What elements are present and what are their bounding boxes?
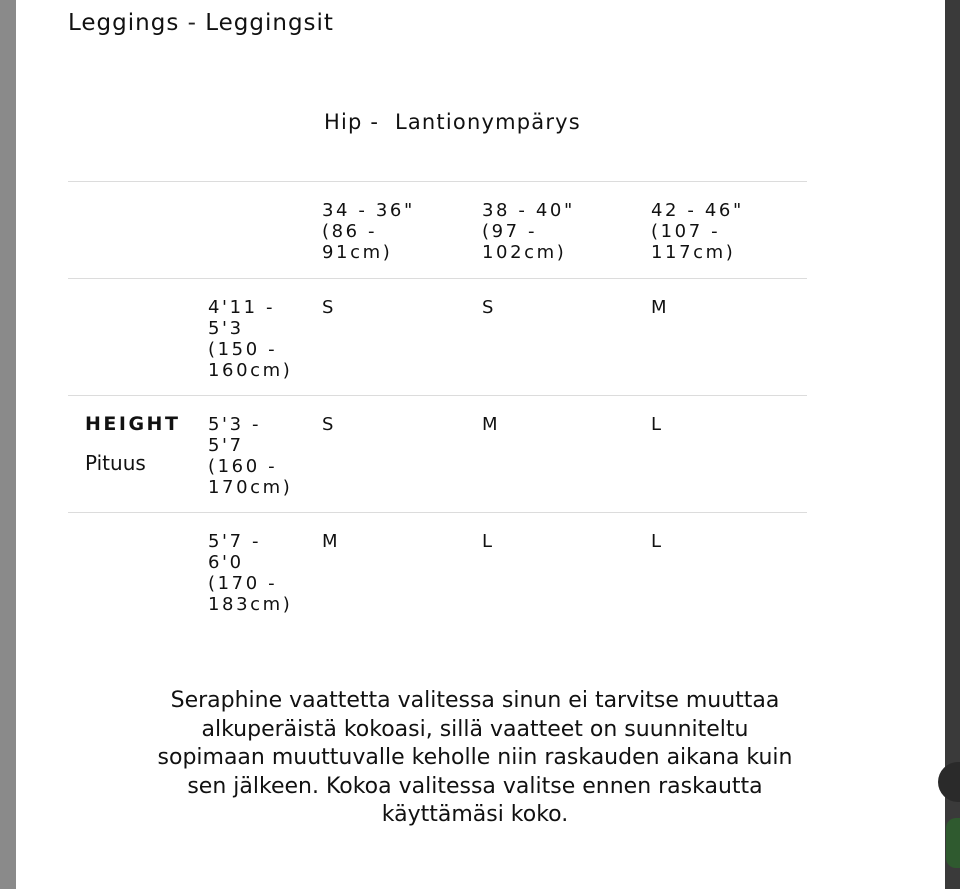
hip-header: Hip - Lantionympärys: [324, 110, 581, 134]
hip-column-header: 34 - 36" (86 - 91cm): [322, 200, 415, 263]
table-divider: [68, 181, 807, 182]
size-cell: L: [651, 531, 663, 552]
table-divider: [68, 278, 807, 279]
title-separator: -: [179, 10, 206, 36]
table-divider: [68, 395, 807, 396]
height-label: HEIGHT: [85, 413, 181, 435]
table-divider: [68, 512, 807, 513]
size-cell: L: [651, 414, 663, 435]
size-cell: L: [482, 531, 494, 552]
height-label-fi: Pituus: [85, 451, 146, 475]
size-cell: S: [322, 414, 335, 435]
edge-green-element: [946, 818, 960, 868]
size-cell: S: [322, 297, 335, 318]
window-right-edge: [945, 0, 960, 889]
size-cell: M: [651, 297, 668, 318]
title-main: Leggings: [68, 10, 180, 36]
hip-column-header: 42 - 46" (107 - 117cm): [651, 200, 744, 263]
size-cell: M: [482, 414, 499, 435]
page-title: [68, 10, 334, 36]
height-range: 5'3 - 5'7 (160 - 170cm): [208, 414, 293, 498]
size-note: Seraphine vaattetta valitessa sinun ei tarvitse muuttaa alkuperäistä kokoasi, sillä vaatteet on suunniteltu sopimaan muuttuvalle keholle niin raskauden aikana kuin sen jälkeen. Kokoa valitessa valitse ennen raskautta käyttämäsi koko.: [157, 688, 793, 827]
height-range: 4'11 - 5'3 (150 - 160cm): [208, 297, 293, 381]
size-cell: S: [482, 297, 495, 318]
hip-column-header: 38 - 40" (97 - 102cm): [482, 200, 575, 263]
title-sub: Leggingsit: [205, 10, 334, 36]
size-cell: M: [322, 531, 339, 552]
height-range: 5'7 - 6'0 (170 - 183cm): [208, 531, 293, 615]
